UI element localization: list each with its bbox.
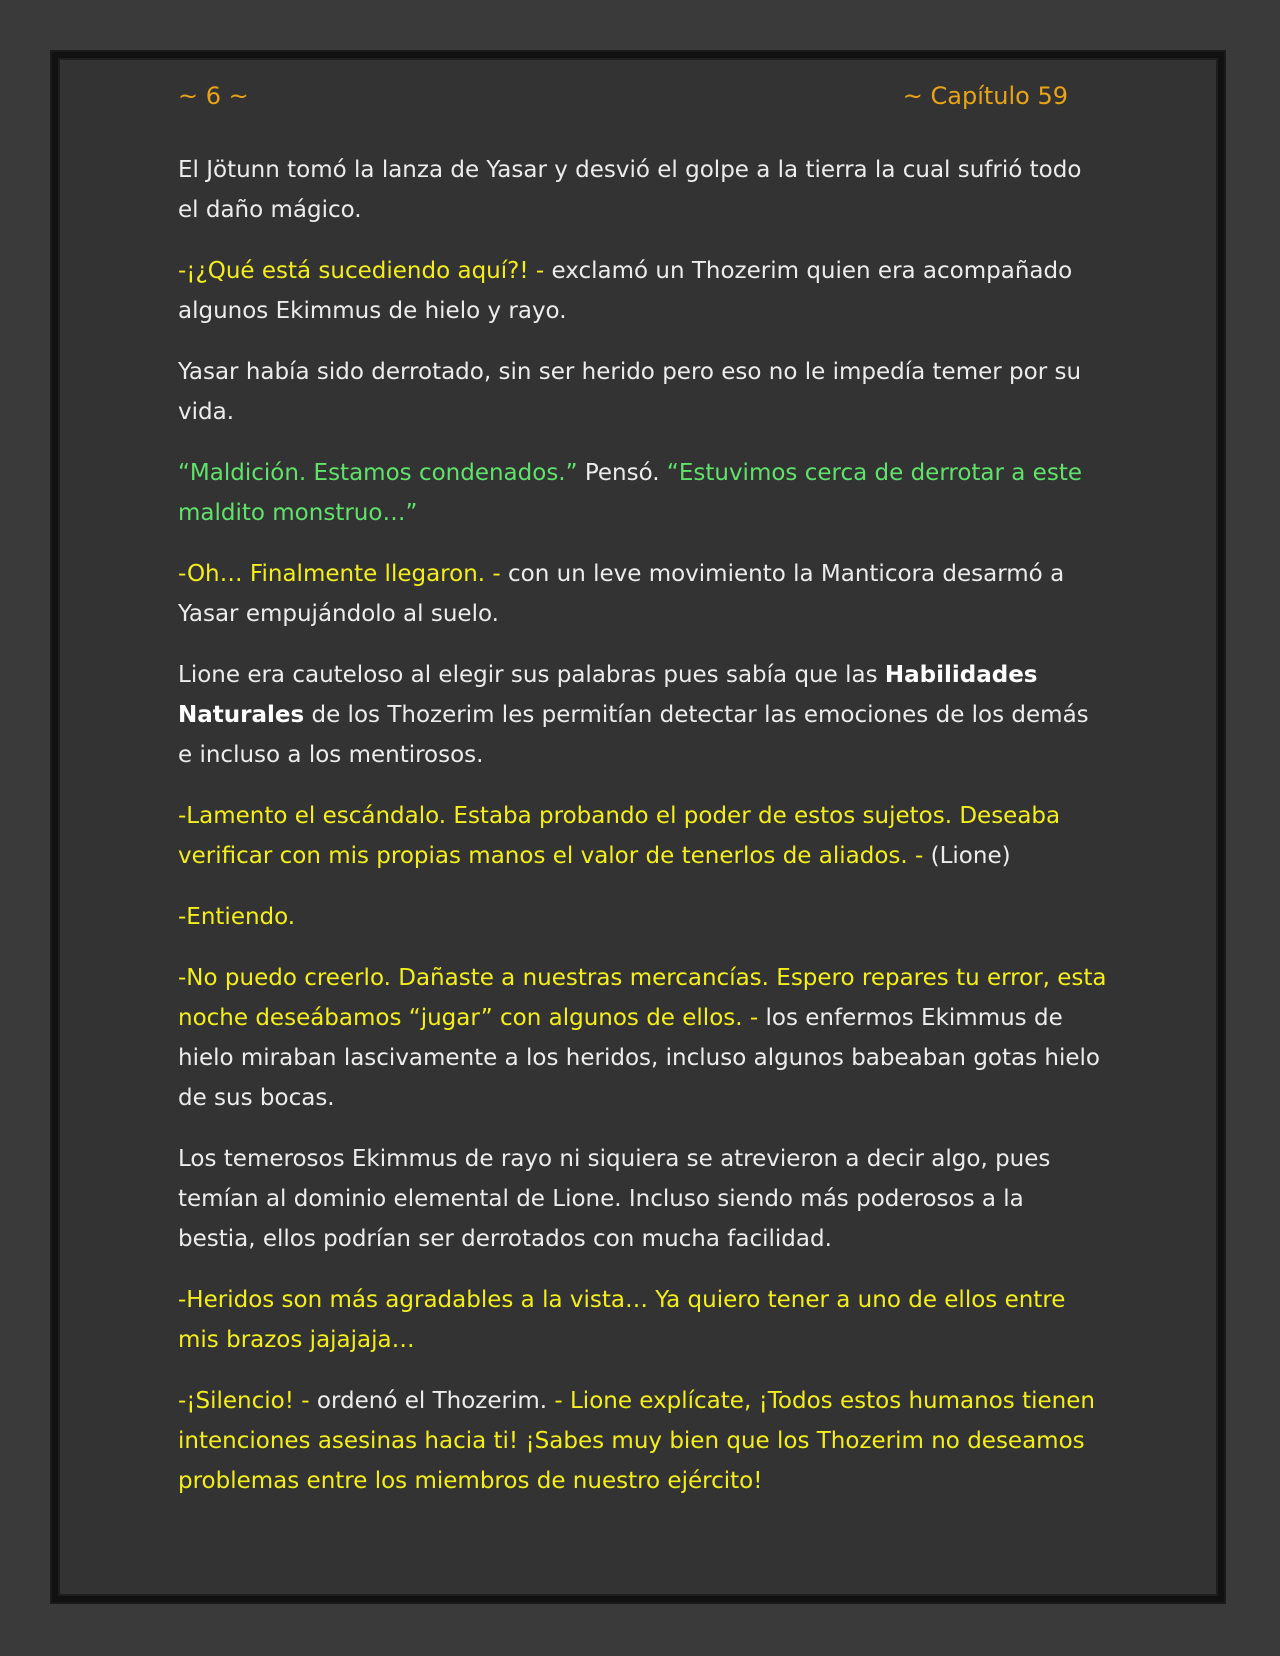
narration: Yasar había sido derrotado, sin ser herido pero eso no le impedía temer por su vida.: [178, 359, 1082, 425]
paragraph-7: [178, 796, 1108, 876]
paragraph-11: [178, 1280, 1108, 1360]
narration: exclamó un Thozerim quien era acompañado algunos Ekimmus de hielo y rayo.: [178, 258, 1073, 324]
narration: ordenó el Thozerim.: [309, 1388, 555, 1414]
thought: “Estuvimos cerca de derrotar a este maldito monstruo…”: [178, 460, 1082, 526]
chapter-title: ~ Capítulo 59: [902, 82, 1068, 110]
paragraph-12: [178, 1381, 1108, 1501]
narration: Los temerosos Ekimmus de rayo ni siquiera se atrevieron a decir algo, pues temían al dominio elemental de Lione. Incluso siendo más poderosos a la bestia, ellos podrían ser derrotados con mucha facilidad.: [178, 1146, 1051, 1252]
dialogue: -Heridos son más agradables a la vista… Ya quiero tener a uno de ellos entre mis brazos jajajaja…: [178, 1287, 1066, 1353]
narration: los enfermos Ekimmus de hielo miraban lascivamente a los heridos, incluso algunos babeaban gotas hielo de sus bocas.: [178, 1005, 1100, 1111]
narration: (Lione): [923, 843, 1011, 869]
paragraph-2: [178, 251, 1108, 331]
dialogue: -Oh… Finalmente llegaron. -: [178, 561, 501, 587]
story-text: [178, 150, 1108, 1522]
dialogue: -Entiendo.: [178, 904, 296, 930]
dialogue: -¡¿Qué está sucediendo aquí?! -: [178, 258, 545, 284]
paragraph-4: [178, 453, 1108, 533]
paragraph-9: [178, 958, 1108, 1118]
narration: de los Thozerim les permitían detectar las emociones de los demás e incluso a los mentirosos.: [178, 702, 1089, 768]
narration: con un leve movimiento la Manticora desarmó a Yasar empujándolo al suelo.: [178, 561, 1065, 627]
paragraph-5: [178, 554, 1108, 634]
paragraph-10: [178, 1139, 1108, 1259]
dialogue: -¡Silencio! -: [178, 1388, 310, 1414]
narration: Lione era cauteloso al elegir sus palabras pues sabía que las: [178, 662, 885, 688]
book-page: [52, 52, 1224, 1602]
dialogue: -Lamento el escándalo. Estaba probando el poder de estos sujetos. Deseaba verificar con mis propias manos el valor de tenerlos de aliados. -: [178, 803, 1061, 869]
thought: “Maldición. Estamos condenados.”: [178, 460, 578, 486]
dialogue: -No puedo creerlo. Dañaste a nuestras mercancías. Espero repares tu error, esta noche deseábamos “jugar” con algunos de ellos. -: [178, 965, 1107, 1031]
page-header: [178, 82, 1068, 118]
page-number: ~ 6 ~: [178, 82, 249, 110]
bold-term: Habilidades Naturales: [178, 662, 1038, 728]
paragraph-1: [178, 150, 1108, 230]
narration: Pensó.: [577, 460, 667, 486]
paragraph-3: [178, 352, 1108, 432]
narration: El Jötunn tomó la lanza de Yasar y desvió el golpe a la tierra la cual sufrió todo el daño mágico.: [178, 157, 1082, 223]
paragraph-6: [178, 655, 1108, 775]
paragraph-8: [178, 897, 1108, 937]
dialogue: - Lione explícate, ¡Todos estos humanos tienen intenciones asesinas hacia ti! ¡Sabes muy bien que los Thozerim no deseamos problemas entre los miembros de nuestro ejército!: [178, 1388, 1095, 1494]
